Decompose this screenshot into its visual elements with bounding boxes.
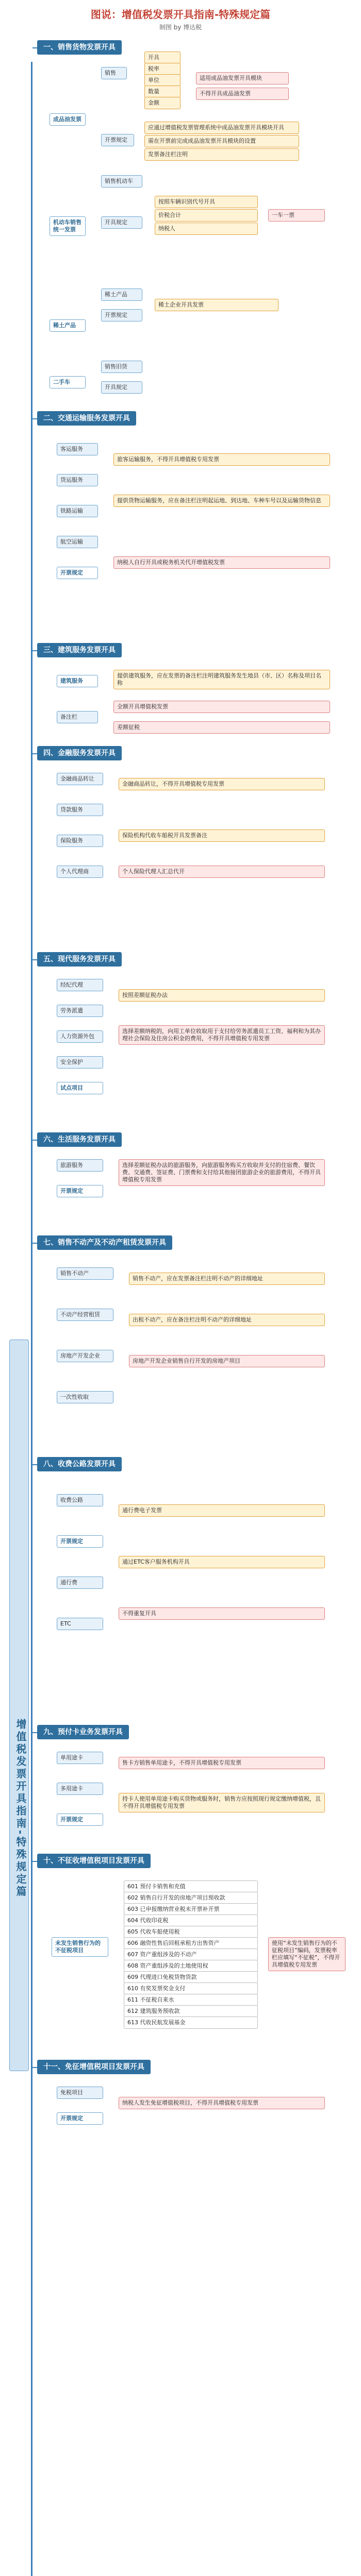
s10-code-item: 611 不征税自来水 [124, 1994, 258, 2006]
s1-rule: 发票备注栏注明 [144, 148, 299, 161]
s4-item: 个人代理商 [57, 866, 103, 878]
s2-note: 旅客运输服务，不得开具增值税专用发票 [113, 453, 330, 466]
s5-item: 试点项目 [57, 1082, 103, 1094]
s7-note: 出租不动产，应在备注栏注明不动产的详细地址 [129, 1314, 325, 1326]
s1-rare-earth-node: 稀土产品 [50, 319, 86, 332]
s10-code-item: 608 资产重组涉及的土地使用权 [124, 1960, 258, 1972]
s4-note: 保险机构代收车船税开具发票备注 [119, 829, 325, 842]
s7-note: 房地产开发企业销售自行开发的房地产项目 [129, 1355, 325, 1367]
s1-vehicle-item: 纳税人 [155, 223, 258, 235]
s8-item: 收费公路 [57, 1494, 103, 1506]
s2-item: 客运服务 [57, 443, 98, 455]
s1-vehicle-item: 按照车辆识别代号开具 [155, 196, 258, 208]
s2-item: 货运服务 [57, 474, 98, 486]
s7-item: 一次性收取 [57, 1391, 113, 1403]
s1-note: 适用成品油发票开具模块 [196, 72, 289, 84]
s10-code-item: 601 预付卡销售和充值 [124, 1880, 258, 1893]
s8-item: 开票规定 [57, 1535, 103, 1548]
s10-label-node: 未发生销售行为的不征税项目 [52, 1937, 108, 1957]
s1-rare-item: 稀土企业开具发票 [155, 299, 278, 311]
s3-note: 全额开具增值税发票 [113, 701, 330, 713]
s1-item: 数量 [144, 86, 180, 98]
s1-rule: 应通过增值税发票管理系统中成品油发票开具模块开具 [144, 122, 299, 134]
s10-code-item: 612 建筑服务预收款 [124, 2005, 258, 2018]
s8-note: 不得重复开具 [119, 1607, 325, 1620]
s2-note: 纳税人自行开具或税务机关代开增值税发票 [113, 556, 330, 569]
s4-item: 贷款服务 [57, 804, 103, 816]
s7-item: 不动产经营租赁 [57, 1309, 113, 1321]
s7-item: 销售不动产 [57, 1267, 113, 1280]
s1-rare-item: 稀土产品 [101, 289, 142, 301]
root-node: 增值税发票开具指南-特殊规定篇 [9, 1340, 29, 2071]
s2-item: 航空运输 [57, 536, 98, 548]
s2-note: 提供货物运输服务，应在备注栏注明起运地、到达地、车种车号以及运输货物信息 [113, 495, 330, 507]
s10-code-item: 605 代收车船使用税 [124, 1926, 258, 1938]
s7-note: 销售不动产，应在发票备注栏注明不动产的详细地址 [129, 1273, 325, 1285]
page-title: 图说：增值税发票开具指南-特殊规定篇 [90, 8, 271, 21]
s11-note: 纳税人发生免征增值税项目，不得开具增值税专用发票 [119, 2097, 325, 2109]
s10-code-item: 602 销售自行开发的房地产项目预收款 [124, 1892, 258, 1904]
section-11-header: 十一、免征增值税项目发票开具 [37, 2060, 151, 2074]
s1-note: 不得开具成品油发票 [196, 88, 289, 100]
s9-item: 单用途卡 [57, 1752, 103, 1764]
s5-item: 劳务派遣 [57, 1005, 103, 1017]
s1-sale-node: 销售 [101, 67, 127, 79]
section-6-header: 六、生活服务发票开具 [37, 1132, 122, 1147]
s1-item: 税率 [144, 63, 180, 75]
s3-item: 备注栏 [57, 711, 98, 723]
s10-code-item: 607 资产重组涉及的不动产 [124, 1948, 258, 1961]
s2-item: 铁路运输 [57, 505, 98, 517]
s4-item: 金融商品转让 [57, 773, 103, 785]
s1-used-item: 开具规定 [101, 381, 142, 394]
s1-rules-node: 开票规定 [101, 134, 134, 146]
s7-item: 房地产开发企业 [57, 1350, 113, 1362]
s5-note: 按照差额征税办法 [119, 989, 325, 1002]
s10-code-item: 613 代收民航发展基金 [124, 2016, 258, 2029]
s8-item: 通行费 [57, 1577, 103, 1589]
s1-used-item: 销售旧货 [101, 361, 142, 373]
s5-item: 安全保护 [57, 1056, 103, 1069]
s10-code-item: 609 代理进口免税货物货款 [124, 1971, 258, 1984]
main-spine-line [31, 62, 32, 2576]
s4-note: 金融商品转让，不得开具增值税专用发票 [119, 778, 325, 790]
s3-note: 提供建筑服务，应在发票的备注栏注明建筑服务发生地县（市、区）名称及项目名称 [113, 670, 330, 689]
s1-rare-item: 开票规定 [101, 309, 142, 321]
s4-note: 个人保险代理人汇总代开 [119, 866, 325, 878]
s1-vehicle-item: 销售机动车 [101, 175, 142, 188]
s6-item: 开票规定 [57, 1185, 103, 1197]
section-3-header: 三、建筑服务发票开具 [37, 643, 122, 657]
s11-item: 免税项目 [57, 2087, 103, 2099]
s11-item: 开票规定 [57, 2112, 103, 2125]
s8-item: ETC [57, 1618, 103, 1630]
s3-item: 建筑服务 [57, 675, 98, 687]
s1-item: 金额 [144, 97, 180, 109]
s10-code-item: 603 已申报缴纳营业税未开票补开票 [124, 1903, 258, 1916]
author-credit: 制图 by 博达税 [159, 24, 202, 31]
s9-item: 多用途卡 [57, 1783, 103, 1795]
s1-used-car-node: 二手车 [50, 376, 86, 388]
s3-note: 差额征税 [113, 721, 330, 734]
s9-item: 开票规定 [57, 1814, 103, 1826]
section-1-header: 一、销售货物发票开具 [37, 40, 122, 55]
s6-item: 旅游服务 [57, 1159, 103, 1172]
s1-vehicle-item: 价税合计 [155, 209, 258, 222]
s1-rule: 需在开票前完成成品油发票开具模块的设置 [144, 135, 299, 147]
s9-note: 持卡人使用单用途卡购买货物或服务时，销售方应按照现行规定缴纳增值税，且不得开具增值税专用发票 [119, 1793, 325, 1812]
section-4-header: 四、金融服务发票开具 [37, 746, 122, 760]
s1-vehicle-item: 开具规定 [101, 216, 142, 229]
section-8-header: 八、收费公路发票开具 [37, 1457, 122, 1471]
section-7-header: 七、销售不动产及不动产租赁发票开具 [37, 1235, 172, 1250]
section-5-header: 五、现代服务发票开具 [37, 952, 122, 967]
s5-note: 选择差额纳税的，向用工单位收取用于支付给劳务派遣员工工资、福利和为其办理社会保险及住房公积金的费用，不得开具增值税专用发票 [119, 1025, 325, 1045]
s1-item: 开具 [144, 52, 180, 64]
section-9-header: 九、预付卡业务发票开具 [37, 1725, 129, 1739]
s1-item: 单位 [144, 74, 180, 87]
s5-item: 经纪代理 [57, 979, 103, 991]
s1-vehicle-node: 机动车销售统一发票 [50, 216, 86, 236]
s10-code-item: 606 融资性售后回租承租方出售资产 [124, 1937, 258, 1950]
s10-code-item: 604 代收印花税 [124, 1914, 258, 1927]
s10-code-item: 610 有奖发票奖金支付 [124, 1982, 258, 1995]
section-2-header: 二、交通运输服务发票开具 [37, 411, 136, 426]
s1-oil-invoice-node: 成品油发票 [50, 113, 86, 126]
s1-vehicle-note: 一车一票 [268, 209, 325, 222]
s2-item: 开票规定 [57, 567, 98, 579]
s8-note: 通过ETC客户服务机构开具 [119, 1556, 325, 1568]
s10-note: 使用“未发生销售行为的不征税项目”编码，发票税率栏应填写“不征税”，不得开具增值税专用发票 [268, 1937, 346, 1971]
section-10-header: 十、不征收增值税项目发票开具 [37, 1854, 151, 1868]
s5-item: 人力资源外包 [57, 1030, 103, 1043]
s4-item: 保险服务 [57, 835, 103, 847]
s6-note: 选择差额征税办法的旅游服务，向旅游服务购买方收取并支付的住宿费、餐饮费、交通费、签证费、门票费和支付给其他接团旅游企业的旅游费用，不得开具增值税专用发票 [119, 1159, 325, 1186]
s9-note: 售卡方销售单用途卡，不得开具增值税专用发票 [119, 1757, 325, 1769]
s8-note: 通行费电子发票 [119, 1504, 325, 1517]
